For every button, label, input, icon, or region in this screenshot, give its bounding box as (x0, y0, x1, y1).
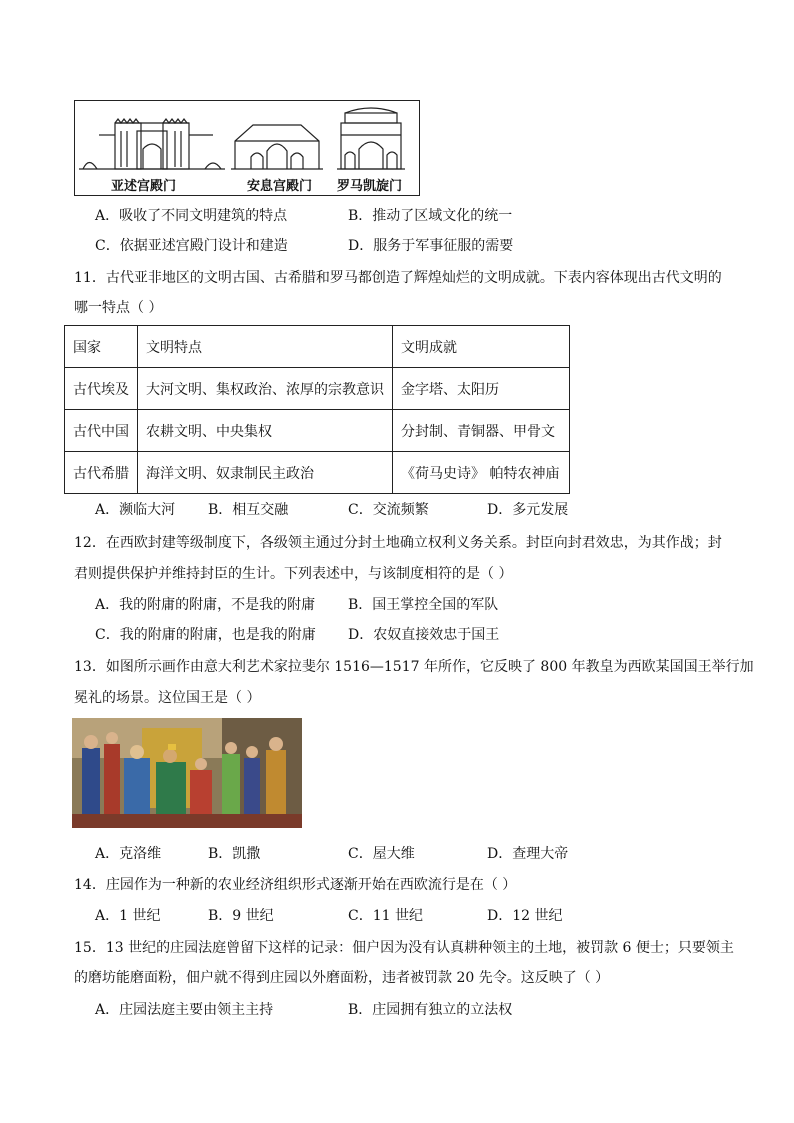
q14-option-a: A．1 世纪 (95, 908, 161, 924)
table-cell: 金字塔、太阳历 (393, 368, 570, 410)
q10-option-d: D．服务于军事征服的需要 (348, 238, 514, 254)
q12-stem-line2: 君则提供保护并维持封臣的生计。下列表述中，与该制度相符的是（ ） (74, 566, 513, 582)
q14-stem: 14．庄园作为一种新的农业经济组织形式逐渐开始在西欧流行是在（ ） (74, 877, 517, 893)
q13-stem-line2: 冕礼的场景。这位国王是（ ） (74, 690, 261, 706)
q12-option-d: D．农奴直接效忠于国王 (348, 627, 500, 643)
roman-arch-caption: 罗马凯旋门 (337, 179, 403, 194)
table-cell: 古代中国 (65, 410, 138, 452)
q12-option-b: B．国王掌控全国的军队 (348, 597, 499, 613)
q13-option-b: B．凯撒 (208, 846, 261, 862)
q11-option-c: C．交流频繁 (348, 502, 429, 518)
q13-option-d: D．查理大帝 (487, 846, 569, 862)
q11-stem-line2: 哪一特点（ ） (74, 300, 163, 316)
q13-option-c: C．屋大维 (348, 846, 415, 862)
q11-option-b: B．相互交融 (208, 502, 289, 518)
table-cell: 《荷马史诗》 帕特农神庙 (393, 452, 570, 494)
architecture-figure (74, 100, 420, 196)
table-header-cell: 文明成就 (393, 326, 570, 368)
q11-stem-line1: 11．古代亚非地区的文明古国、古希腊和罗马都创造了辉煌灿烂的文明成就。下表内容体现出古代文明的 (74, 270, 722, 286)
q15-option-a: A．庄园法庭主要由领主主持 (95, 1002, 274, 1018)
assyrian-gate-drawing (79, 119, 225, 169)
q14-option-d: D．12 世纪 (487, 908, 563, 924)
q10-option-a: A．吸收了不同文明建筑的特点 (95, 208, 288, 224)
table-cell: 古代埃及 (65, 368, 138, 410)
q10-option-c: C．依据亚述宫殿门设计和建造 (95, 238, 288, 254)
table-header-cell: 国家 (65, 326, 138, 368)
q15-stem-line2: 的磨坊能磨面粉，佃户就不得到庄园以外磨面粉，违者被罚款 20 先令。这反映了（ ） (74, 970, 610, 986)
q11-option-a: A．濒临大河 (95, 502, 176, 518)
q12-stem-line1: 12．在西欧封建等级制度下，各级领主通过分封土地确立权利义务关系。封臣向封君效忠，为其作战；封 (74, 535, 722, 551)
q15-stem-line1: 15．13 世纪的庄园法庭曾留下这样的记录：佃户因为没有认真耕种领主的土地，被罚款 6 便士；只要领主 (74, 940, 734, 956)
table-cell: 大河文明、集权政治、浓厚的宗教意识 (138, 368, 393, 410)
table-row (65, 452, 570, 494)
q15-option-b: B．庄园拥有独立的立法权 (348, 1002, 513, 1018)
q12-option-c: C．我的附庸的附庸，也是我的附庸 (95, 627, 316, 643)
table-cell: 农耕文明、中央集权 (138, 410, 393, 452)
parthian-gate-drawing (231, 125, 323, 169)
coronation-painting (72, 718, 302, 828)
table-cell: 分封制、青铜器、甲骨文 (393, 410, 570, 452)
table-header-row (65, 326, 570, 368)
assyrian-gate-caption: 亚述宫殿门 (111, 179, 177, 194)
q13-stem-line1: 13．如图所示画作由意大利艺术家拉斐尔 1516—1517 年所作，它反映了 800 年教皇为西欧某国国王举行加 (74, 659, 754, 675)
q13-option-a: A．克洛维 (95, 846, 162, 862)
parthian-gate-caption: 安息宫殿门 (247, 179, 313, 194)
table-cell: 海洋文明、奴隶制民主政治 (138, 452, 393, 494)
q14-option-c: C．11 世纪 (348, 908, 423, 924)
table-row (65, 368, 570, 410)
q14-option-b: B．9 世纪 (208, 908, 274, 924)
table-row (65, 410, 570, 452)
q10-option-b: B．推动了区域文化的统一 (348, 208, 513, 224)
table-cell: 古代希腊 (65, 452, 138, 494)
q11-option-d: D．多元发展 (487, 502, 569, 518)
q12-option-a: A．我的附庸的附庸，不是我的附庸 (95, 597, 316, 613)
roman-arch-drawing (337, 108, 405, 169)
painting-image (72, 718, 302, 828)
civilization-table (64, 325, 570, 494)
table-header-cell: 文明特点 (138, 326, 393, 368)
